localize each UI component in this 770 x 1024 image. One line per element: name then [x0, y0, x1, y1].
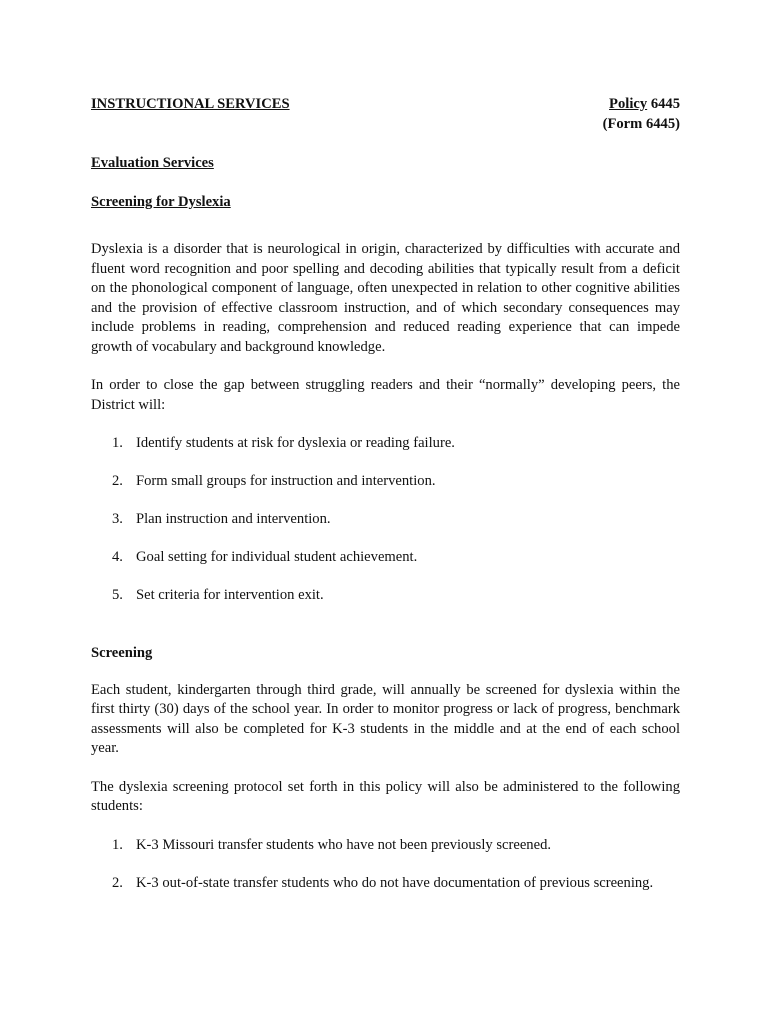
- list-number: 5.: [112, 587, 123, 603]
- list-number: 3.: [112, 511, 123, 527]
- list-item: [91, 510, 680, 530]
- policy-label: Policy: [609, 96, 648, 112]
- list-number: 1.: [112, 836, 123, 853]
- list-text: Goal setting for individual student achievement.: [136, 549, 418, 565]
- list-item: [91, 836, 680, 856]
- list-text: Set criteria for intervention exit.: [136, 587, 324, 603]
- policy-reference: [603, 94, 680, 134]
- policy-number: 6445: [650, 96, 680, 112]
- screening-for-dyslexia-heading: Screening for Dyslexia: [91, 194, 231, 210]
- list-item: [91, 434, 680, 454]
- district-actions-list: [91, 434, 680, 606]
- list-item: [91, 548, 680, 568]
- transfer-students-list: [91, 836, 680, 894]
- policy-document: [91, 94, 680, 894]
- screening-paragraph: Each student, kindergarten through third grade, will annually be screened for dyslexia within the first thirty (30) days of the school year. In order to monitor progress or lack of progress, benchmark assessments will also be completed for K-3 students in the middle and at the end of each school year.: [91, 681, 680, 756]
- list-text: K-3 Missouri transfer students who have not been previously screened.: [136, 836, 552, 853]
- policy-number-line: [603, 94, 680, 114]
- document-header: [91, 94, 680, 134]
- list-number: 4.: [112, 549, 123, 565]
- form-reference: (Form 6445): [602, 116, 680, 132]
- list-number: 1.: [112, 435, 123, 451]
- list-text: Form small groups for instruction and intervention.: [136, 473, 436, 489]
- dyslexia-definition-paragraph: Dyslexia is a disorder that is neurological in origin, characterized by difficulties with accurate and fluent word recognition and poor spelling and decoding abilities that typically result from a deficit on the phonological component of language, often unexpected in relation to other cognitive abilities and the provision of effective classroom instruction, and of which secondary consequences may include problems in reading, comprehension and reduced reading experience that can impede growth of vocabulary and background knowledge.: [91, 241, 680, 355]
- list-text: Identify students at risk for dyslexia or reading failure.: [136, 435, 455, 451]
- list-number: 2.: [112, 875, 123, 891]
- list-item: [91, 586, 680, 606]
- list-item: [91, 472, 680, 492]
- district-intro-paragraph: In order to close the gap between struggling readers and their “normally” developing peers, the District will:: [91, 377, 680, 413]
- evaluation-services-heading: Evaluation Services: [91, 155, 214, 171]
- screening-protocol-paragraph: The dyslexia screening protocol set forth in this policy will also be administered to the following students:: [91, 778, 680, 814]
- screening-heading: Screening: [91, 644, 153, 661]
- section-title: INSTRUCTIONAL SERVICES: [91, 96, 290, 112]
- list-text: Plan instruction and intervention.: [136, 511, 331, 527]
- list-item: [91, 874, 680, 894]
- list-number: 2.: [112, 473, 123, 489]
- list-text: K-3 out-of-state transfer students who do not have documentation of previous screening.: [136, 875, 654, 891]
